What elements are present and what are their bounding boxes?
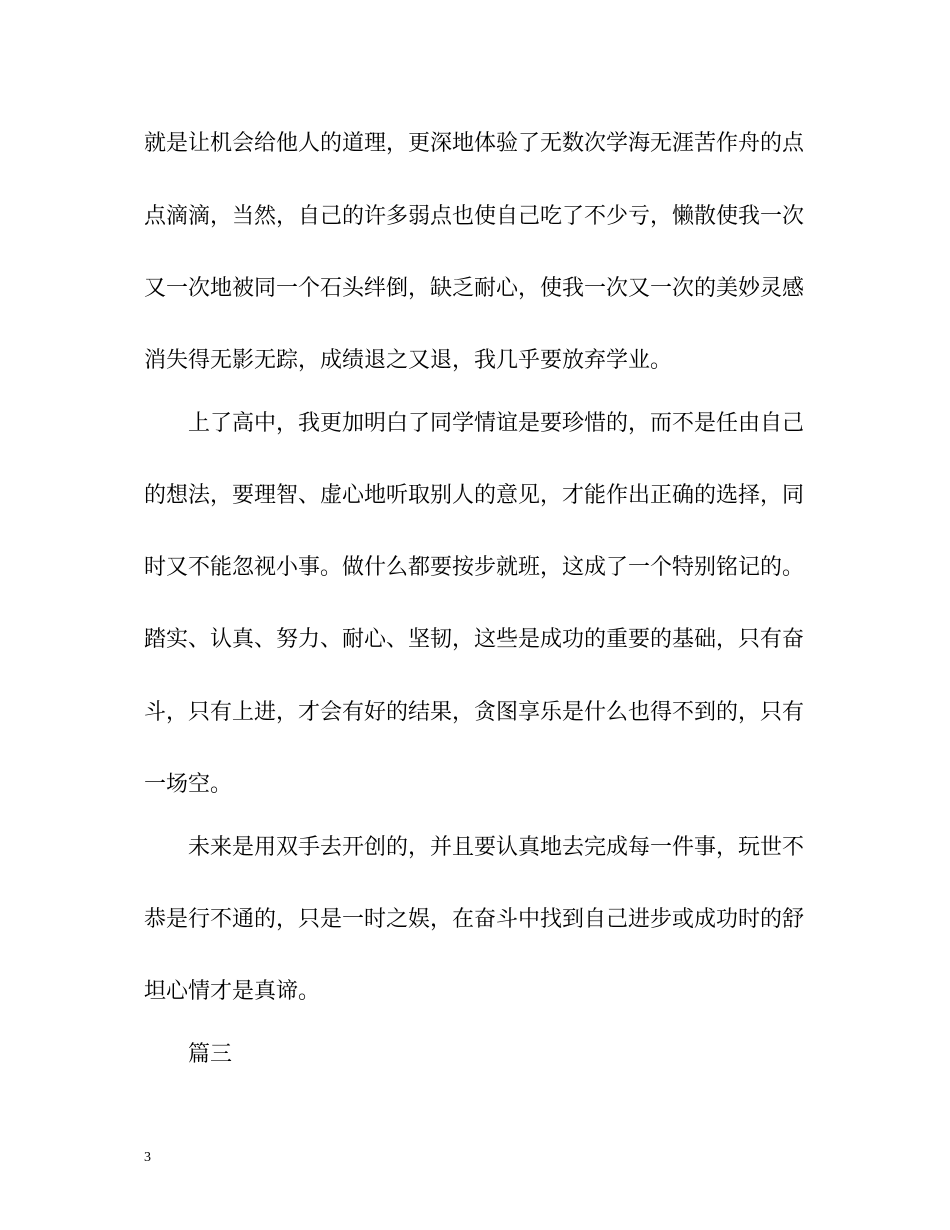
page-number: 3 [144, 1150, 151, 1165]
paragraph-line: 未来是用双手去开创的，并且要认真地去完成每一件事，玩世不 [188, 835, 805, 860]
paragraph-line: 点滴滴，当然，自己的许多弱点也使自己吃了不少亏，懒散使我一次 [144, 204, 805, 229]
paragraph-line: 消失得无影无踪，成绩退之又退，我几乎要放弃学业。 [144, 348, 673, 373]
section-heading: 篇三 [188, 1042, 233, 1067]
paragraph-line: 又一次地被同一个石头绊倒，缺乏耐心，使我一次又一次的美妙灵感 [144, 276, 805, 301]
paragraph-line: 斗，只有上进，才会有好的结果，贪图享乐是什么也得不到的，只有 [144, 700, 805, 725]
paragraph-line: 一场空。 [144, 772, 233, 797]
paragraph-line: 恭是行不通的，只是一时之娱，在奋斗中找到自己进步或成功时的舒 [144, 907, 805, 932]
paragraph-line: 坦心情才是真谛。 [144, 979, 321, 1004]
paragraph-line: 踏实、认真、努力、耐心、坚韧，这些是成功的重要的基础，只有奋 [144, 627, 805, 652]
paragraph-line: 上了高中，我更加明白了同学情谊是要珍惜的，而不是任由自己 [188, 411, 805, 436]
paragraph-line: 就是让机会给他人的道理，更深地体验了无数次学海无涯苦作舟的点 [144, 131, 805, 156]
paragraph-line: 的想法，要理智、虚心地听取别人的意见，才能作出正确的选择，同 [144, 483, 805, 508]
paragraph-line: 时又不能忽视小事。做什么都要按步就班，这成了一个特别铭记的。 [144, 555, 805, 580]
